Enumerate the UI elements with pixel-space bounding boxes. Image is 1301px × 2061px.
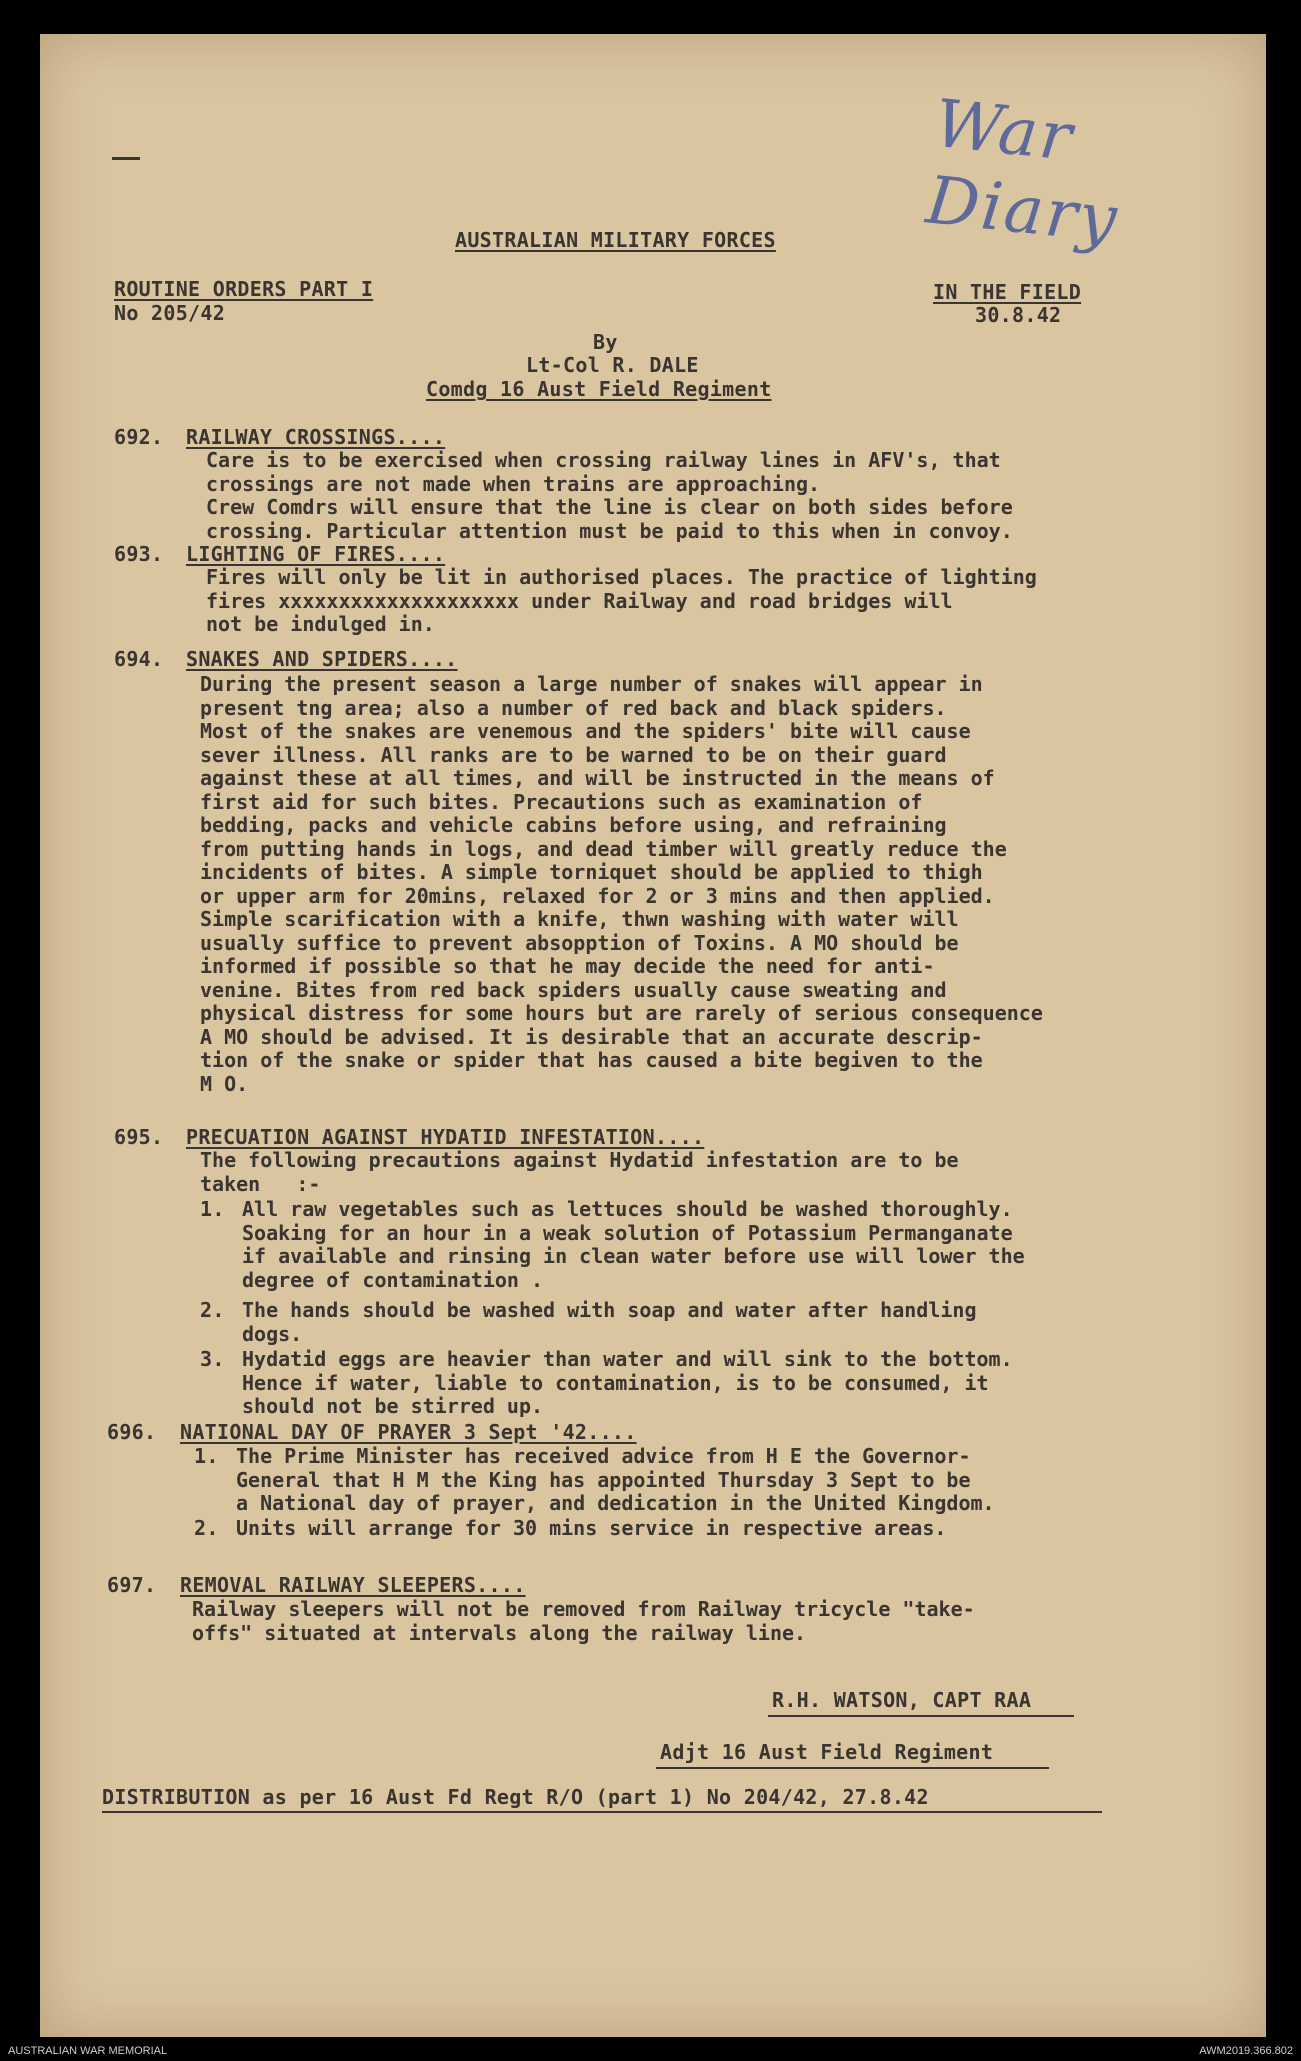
list-number: 3. [200, 1347, 225, 1371]
signature-role: Adjt 16 Aust Field Regiment [660, 1740, 994, 1764]
distribution-rule [102, 1811, 1102, 1813]
footer-left: AUSTRALIAN WAR MEMORIAL [8, 2045, 168, 2057]
order-heading: PRECUATION AGAINST HYDATID INFESTATION.... [186, 1125, 705, 1149]
document-title: AUSTRALIAN MILITARY FORCES [455, 228, 776, 252]
list-number: 2. [200, 1298, 225, 1322]
order-body: Care is to be exercised when crossing railway lines in AFV's, that crossings are not made when trains are approaching. Crew Comdrs will ensure that the line is clear on both sides before crossing. Particular attention must be paid to this when in convoy. [206, 448, 1013, 543]
list-item: All raw vegetables such as lettuces should be washed thoroughly. Soaking for an hour in a weak solution of Potassium Permanganate if available and rinsing in clean water before use will lower the degree of contamination . [242, 1197, 1025, 1292]
officer-name: Lt-Col R. DALE [526, 353, 699, 377]
order-body: Fires will only be lit in authorised places. The practice of lighting fires xxxxxxxxxxxxxxxxxxxx under Railway and road bridges will not be indulged in. [206, 565, 1037, 636]
order-body: Railway sleepers will not be removed from Railway tricycle "take- offs" situated at intervals along the railway line. [192, 1597, 975, 1645]
signature-name: R.H. WATSON, CAPT RAA [772, 1688, 1032, 1712]
signature-role-rule [656, 1767, 1049, 1769]
location: IN THE FIELD [933, 280, 1082, 304]
order-heading: SNAKES AND SPIDERS.... [186, 647, 458, 671]
list-item: The hands should be washed with soap and water after handling dogs. [242, 1298, 977, 1346]
list-item: Units will arrange for 30 mins service in respective areas. [236, 1516, 947, 1540]
distribution-line: DISTRIBUTION as per 16 Aust Fd Regt R/O (part 1) No 204/42, 27.8.42 [102, 1785, 929, 1809]
list-number: 1. [194, 1444, 219, 1468]
order-number: 694. [114, 647, 164, 671]
order-heading: LIGHTING OF FIRES.... [186, 542, 446, 566]
order-body: During the present season a large number of snakes will appear in present tng area; also a number of red back and black spiders. Most of the snakes are venemous and the spiders' bite will cause sever illness. All ranks are to be warned to be on their guard against these at all times, and will be instructed in the means of first aid for such bites. Precautions such as examination of bedding, packs and vehicle cabins before using, and refraining from putting hands in logs, and dead timber will greatly reduce the incidents of bites. A simple torniquet should be applied to thigh or upper arm for 20mins, relaxed for 2 or 3 mins and then applied. Simple scarification with a knife, thwn washing with water will usually suffice to prevent absopption of Toxins. A MO should be informed if possible so that he may decide the need for anti- venine. Bites from red back spiders usually cause sweating and physical distress for some hours but are rarely of serious consequence A MO should be advised. It is desirable that an accurate descrip- tion of the snake or spider that has caused a bite begiven to the M O. [200, 672, 1043, 1096]
order-heading: REMOVAL RAILWAY SLEEPERS.... [180, 1573, 526, 1597]
signature-rule [768, 1715, 1074, 1717]
order-number: 695. [114, 1125, 164, 1149]
order-number: 692. [114, 425, 164, 449]
orders-label: ROUTINE ORDERS PART I [114, 277, 374, 301]
list-item: The Prime Minister has received advice from H E the Governor- General that H M the King has appointed Thursday 3 Sept to be a National day of prayer, and dedication in the United Kingdom. [236, 1444, 995, 1515]
list-item: Hydatid eggs are heavier than water and will sink to the bottom. Hence if water, liable to contamination, is to be consumed, it should not be stirred up. [242, 1347, 1013, 1418]
orders-number: No 205/42 [114, 301, 226, 325]
document-page [40, 34, 1266, 2037]
order-heading: NATIONAL DAY OF PRAYER 3 Sept '42.... [180, 1420, 637, 1444]
list-number: 1. [200, 1197, 225, 1221]
order-number: 693. [114, 542, 164, 566]
date: 30.8.42 [975, 303, 1062, 327]
command-line: Comdg 16 Aust Field Regiment [426, 377, 772, 401]
by-label: By [593, 330, 618, 354]
order-number: 696. [107, 1420, 157, 1444]
footer-right: AWM2019.366.802 [1199, 2045, 1293, 2057]
order-number: 697. [107, 1573, 157, 1597]
handwritten-annotation: War Diary [922, 84, 1123, 259]
list-number: 2. [194, 1516, 219, 1540]
punch-mark [112, 157, 140, 160]
order-heading: RAILWAY CROSSINGS.... [186, 425, 446, 449]
order-body: The following precautions against Hydatid infestation are to be taken :- [200, 1148, 959, 1196]
